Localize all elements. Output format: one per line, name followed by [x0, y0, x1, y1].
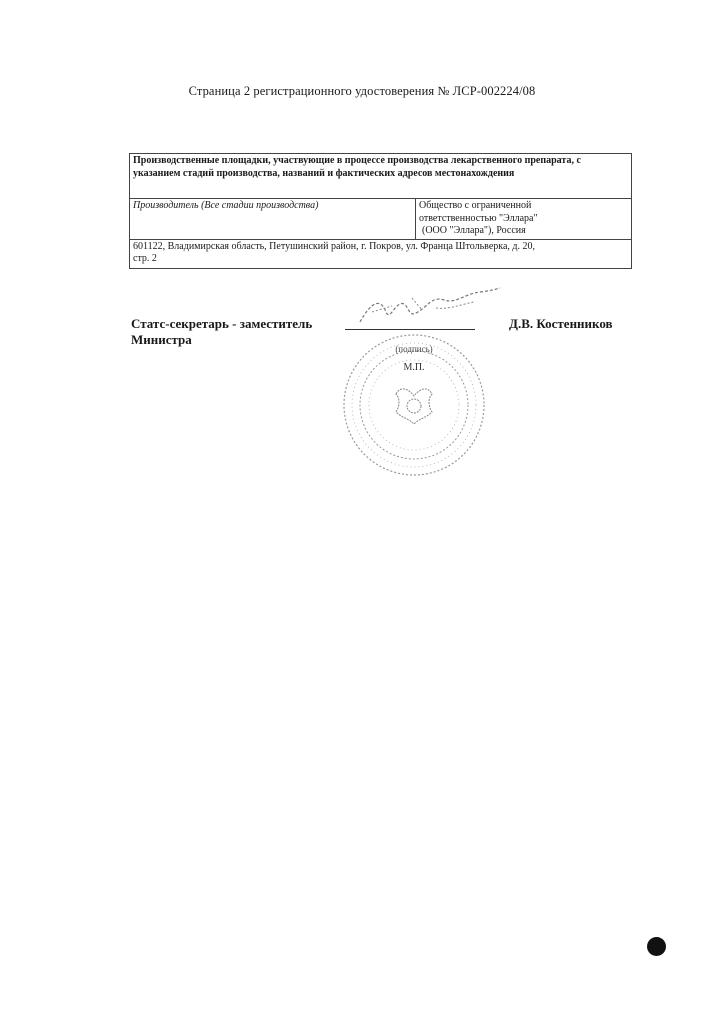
emblem-icon: [396, 389, 432, 424]
corner-dot: [647, 937, 666, 956]
manufacturer-role: Производитель (Все стадии производства): [130, 199, 416, 240]
manufacturer-organization: [416, 199, 632, 240]
manufacturer-address: [130, 239, 632, 268]
position-line-2: Министра: [131, 332, 192, 347]
address-line-2: стр. 2: [133, 253, 157, 264]
handwritten-signature: [352, 282, 502, 332]
official-seal: [336, 332, 492, 478]
table-title: Производственные площадки, участвующие в процессе производства лекарственного препарата, с указанием стадий производства, названий и фактических адресов местонахождения: [130, 154, 632, 199]
seal-label-2: М.П.: [403, 362, 425, 373]
address-line-1: 601122, Владимирская область, Петушинский район, г. Покров, ул. Франца Штольверка, д. 20,: [133, 240, 535, 252]
seal-label-1: (подпись): [395, 344, 433, 354]
org-line-1: Общество с ограниченной: [419, 200, 532, 211]
org-line-3: (ООО "Эллара"), Россия: [422, 225, 526, 236]
signatory-position: [131, 316, 312, 348]
signatory-name: Д.В. Костенников: [509, 316, 613, 331]
org-line-2: ответственностью "Эллара": [419, 212, 538, 224]
production-sites-table: [129, 153, 632, 269]
position-line-1: Статс-секретарь - заместитель: [131, 316, 313, 331]
page-header: Страница 2 регистрационного удостоверения № ЛСР-002224/08: [188, 84, 536, 98]
